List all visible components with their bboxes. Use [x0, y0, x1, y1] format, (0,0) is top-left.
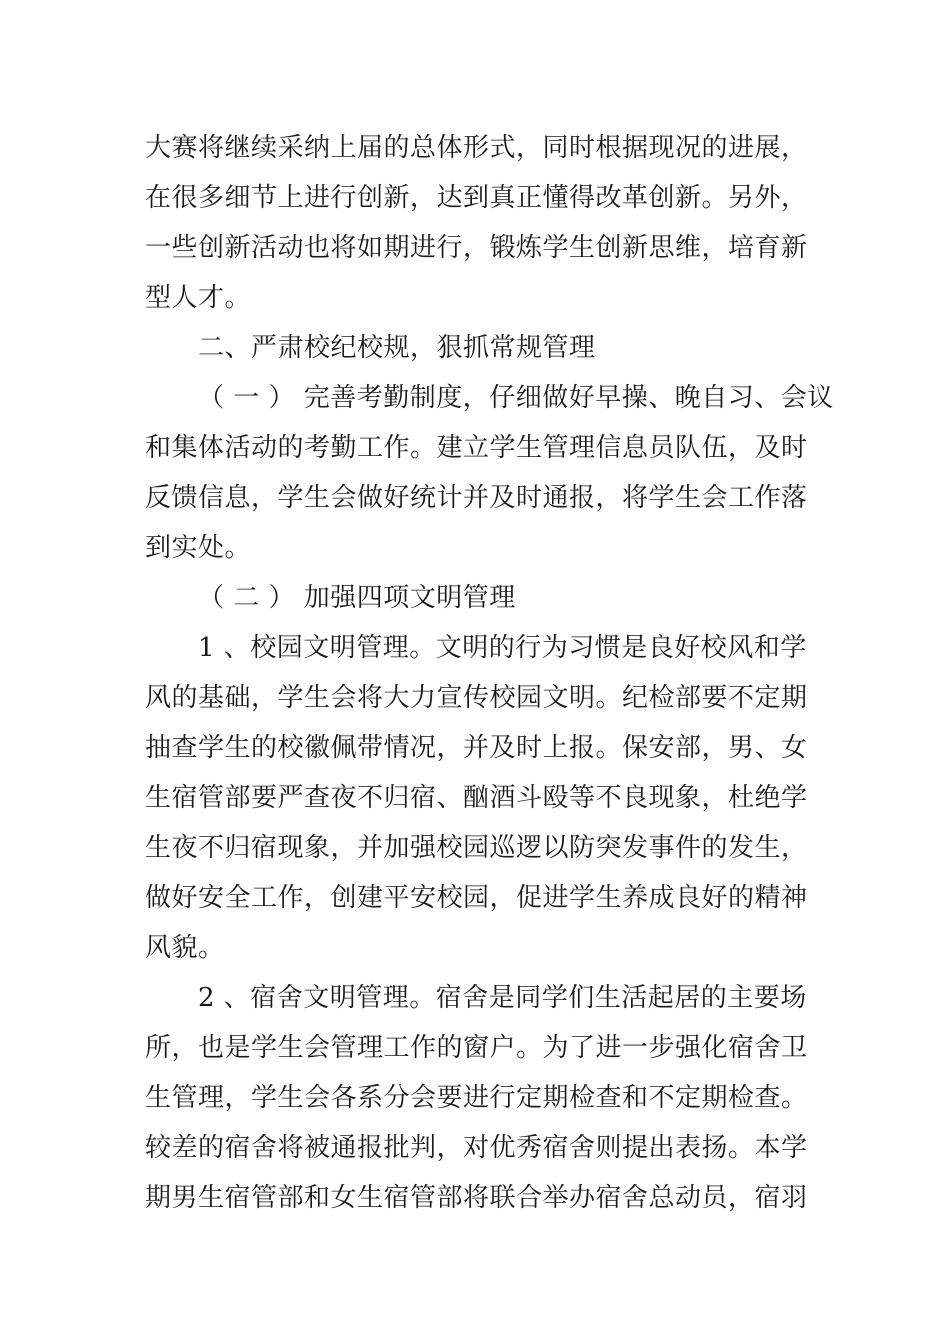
- text-line: 在很多细节上进行创新，达到真正懂得改革创新。另外，: [145, 183, 808, 213]
- text-line: 1 、校园文明管理。文明的行为习惯是良好校风和学: [198, 633, 807, 663]
- text-line: 做好安全工作，创建平安校园，促进学生养成良好的精神: [145, 883, 808, 913]
- text-line: 反馈信息，学生会做好统计并及时通报，将学生会工作落: [145, 483, 808, 513]
- text-line: 生宿管部要严查夜不归宿、酗酒斗殴等不良现象，杜绝学: [145, 783, 808, 813]
- text-line: 到实处。: [145, 533, 252, 563]
- text-line: 抽查学生的校徽佩带情况，并及时上报。保安部，男、女: [145, 733, 808, 763]
- text-line: 风的基础，学生会将大力宣传校园文明。纪检部要不定期: [145, 683, 808, 713]
- text-line: 生管理，学生会各系分会要进行定期检查和不定期检查。: [145, 1083, 808, 1113]
- text-line: （ 一 ） 完善考勤制度，仔细做好早操、晚自习、会议: [198, 383, 834, 413]
- text-line: 所，也是学生会管理工作的窗户。为了进一步强化宿舍卫: [145, 1033, 808, 1063]
- text-line: 大赛将继续采纳上届的总体形式，同时根据现况的进展，: [145, 133, 808, 163]
- subsection-heading: （ 二 ） 加强四项文明管理: [198, 583, 516, 613]
- text-line: 型人才。: [145, 283, 252, 313]
- text-line: 2 、宿舍文明管理。宿舍是同学们生活起居的主要场: [198, 983, 807, 1013]
- text-line: 较差的宿舍将被通报批判，对优秀宿舍则提出表扬。本学: [145, 1133, 808, 1163]
- section-heading: 二、严肃校纪校规，狠抓常规管理: [198, 333, 596, 363]
- text-line: 生夜不归宿现象，并加强校园巡逻以防突发事件的发生，: [145, 833, 808, 863]
- text-line: 一些创新活动也将如期进行，锻炼学生创新思维，培育新: [145, 233, 808, 263]
- text-line: 期男生宿管部和女生宿管部将联合举办宿舍总动员，宿羽: [145, 1183, 808, 1213]
- text-line: 风貌。: [145, 933, 225, 963]
- text-line: 和集体活动的考勤工作。建立学生管理信息员队伍，及时: [145, 433, 808, 463]
